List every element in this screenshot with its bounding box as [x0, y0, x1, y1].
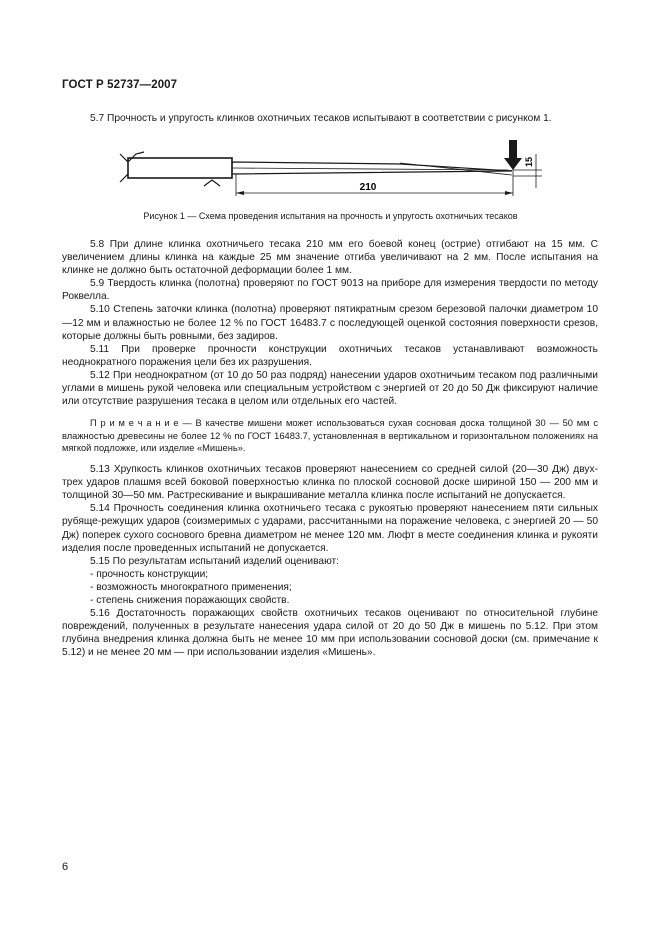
clamp-top-left	[120, 152, 144, 162]
force-arrow-shaft	[509, 140, 517, 158]
dim-arrow-right	[505, 191, 513, 195]
dim-arrow-left	[236, 191, 244, 195]
figure-caption: Рисунок 1 — Схема проведения испытания на прочность и упругость охотничьих тесаков	[143, 211, 518, 221]
paragraph-5-11: 5.11 При проверке прочности конструкции охотничьих тесаков устанавливают возможность неоднократного поражения цели без их разрушения.	[62, 343, 598, 368]
note-text: — В качестве мишени может использоваться сухая сосновая доска толщиной 30 — 50 мм с влажностью древесины не более 12 % по ГОСТ 16483.7, установленная в вертикальном и горизонтальном положениях на мягкой подложке, или изделие «Мишень».	[62, 418, 598, 453]
main-text	[62, 238, 598, 660]
clamp-bottom-left	[120, 174, 128, 182]
paragraph-5-14: 5.14 Прочность соединения клинка охотничьего тесака с рукоятью проверяют нанесением пяти сильных рубяще-режущих ударов (соизмеримых с ударами, рассчитанными на поражение человека, с энергией 20 — 50 Дж) поперек сухого соснового бревна диаметром не менее 120 мм. Люфт в месте соединения клинка и рукояти изделия после проведенных испытаний не допускается.	[62, 503, 598, 554]
paragraph-5-8: 5.8 При длине клинка охотничьего тесака 210 мм его боевой конец (острие) отгибают на 15 мм. С увеличением длины клинка на каждые 25 мм значение отгиба увеличивают на 2 мм. После испытания на клинке не должно быть остаточной деформации более 1 мм.	[62, 239, 598, 277]
dim-deflection-label: 15	[524, 156, 534, 167]
list-item: - возможность многократного применения;	[90, 581, 292, 593]
paragraph-5-13: 5.13 Хрупкость клинков охотничьих тесаков проверяют нанесением со средней силой (20—30 Дж) двух-трех ударов плашмя всей боковой поверхностью клинка по плоской сосновой доске шириной 150 — 200 мм и толщиной 30—50 мм. Растрескивание и выкрашивание металла клинка после испытаний не допускается.	[62, 464, 598, 502]
handle-shape	[128, 158, 232, 178]
list-item: - степень снижения поражающих свойств.	[90, 595, 290, 607]
list-item: - прочность конструкции;	[90, 568, 209, 580]
paragraph-5-10: 5.10 Степень заточки клинка (полотна) проверяют пятикратным срезом березовой палочки диаметром 10—12 мм и влажностью не более 12 % по ГОСТ 16483.7 с последующей оценкой состояния поверхности срезов, которые должны быть ровными, без задиров.	[62, 304, 598, 342]
paragraph-5-16: 5.16 Достаточность поражающих свойств охотничьих тесаков оценивают по относительной глубине повреждений, полученных в результате нанесения удара силой от 20 до 50 Дж в мишень по 5.12. При этом глубина внедрения клинка должна быть не менее 10 мм при использовании сосновой доски (см. примечание к 5.12) и не менее 20 мм — при использовании изделия «Мишень».	[62, 608, 598, 659]
paragraph-5-12: 5.12 При неоднократном (от 10 до 50 раз подряд) нанесении ударов охотничьим тесаком под различными углами в мишень рукой человека или специальным устройством с энергией от 20 до 50 Дж фиксируют наличие или отсутствие разрушения тесака в целом или отдельных его частей.	[62, 369, 598, 408]
clamp-bottom-right	[204, 180, 220, 186]
note-5-12	[62, 417, 598, 454]
section-5-7: 5.7 Прочность и упругость клинков охотничьих тесаков испытывают в соответствии с рисунком 1.	[90, 113, 552, 124]
dim-length-label: 210	[359, 182, 377, 193]
note-label: П р и м е ч а н и е	[90, 418, 179, 429]
paragraph-5-9: 5.9 Твердость клинка (полотна) проверяют по ГОСТ 9013 на приборе для измерения твердости по методу Роквелла.	[62, 278, 598, 303]
paragraph-5-15: 5.15 По результатам испытаний изделий оценивают:	[90, 555, 339, 567]
document-header: ГОСТ Р 52737—2007	[62, 79, 178, 91]
force-arrow-head	[504, 158, 522, 170]
page-number: 6	[62, 861, 69, 873]
test-scheme-figure	[100, 140, 560, 200]
